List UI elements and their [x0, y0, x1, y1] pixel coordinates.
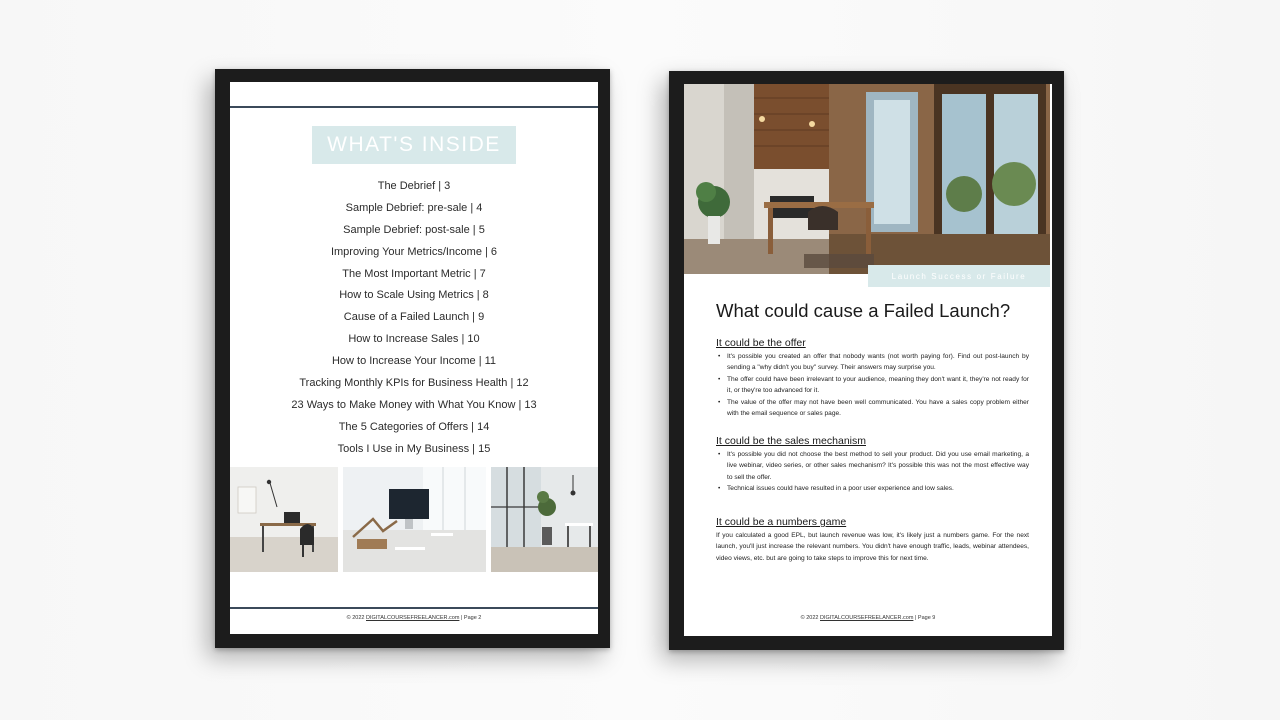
footer-page-number: | Page 2: [460, 615, 482, 621]
footer-page-number: | Page 9: [914, 615, 936, 621]
toc-item: Improving Your Metrics/Income | 6: [330, 245, 498, 258]
section-banner: Launch Success or Failure: [868, 265, 1050, 287]
footer-website-link[interactable]: DIGITALCOURSEFREELANCER.com: [820, 615, 914, 621]
table-of-contents: [230, 176, 598, 461]
whats-inside-title: WHAT'S INSIDE: [312, 126, 516, 164]
section-heading-offer: It could be the offer: [716, 337, 806, 349]
office-photo-strip: [230, 467, 598, 572]
left-page-footer: [230, 615, 598, 621]
toc-item: How to Increase Sales | 10: [348, 333, 480, 346]
list-item: • The value of the offer may not have been well communicated. You have a sales copy problem either with the email sequence or sales page.: [716, 397, 1029, 420]
right-page-footer: [684, 615, 1052, 621]
footer-copyright: © 2022: [800, 615, 819, 621]
toc-item: The 5 Categories of Offers | 14: [338, 420, 490, 433]
list-item: • It's possible you did not choose the best method to sell your product. Did you use email marketing, a live webinar, video series, or other sales mechanism? It's possible this was not the most effective way to sell the offer.: [716, 449, 1029, 483]
page-title: What could cause a Failed Launch?: [716, 300, 1011, 321]
toc-item: Cause of a Failed Launch | 9: [343, 311, 485, 324]
footer-website-link[interactable]: DIGITALCOURSEFREELANCER.com: [366, 615, 460, 621]
toc-item: How to Increase Your Income | 11: [331, 355, 497, 368]
footer-copyright: © 2022: [346, 615, 365, 621]
toc-item: Sample Debrief: pre-sale | 4: [345, 201, 483, 214]
toc-item: 23 Ways to Make Money with What You Know | 13: [291, 398, 537, 411]
office-photo-imac: [343, 467, 486, 572]
list-item: • It's possible you created an offer that nobody wants (not worth paying for). Find out post-launch by sending a "why didn't you buy" survey. Their answers may surprise you.: [716, 351, 1029, 374]
toc-item: The Most Important Metric | 7: [342, 267, 486, 280]
toc-item: The Debrief | 3: [377, 180, 451, 192]
section-heading-numbers-game: It could be a numbers game: [716, 516, 847, 528]
top-divider: [230, 106, 598, 108]
sales-mechanism-bullet-list: [716, 449, 1029, 495]
home-office-hero-photo: [684, 84, 1050, 274]
toc-item: Sample Debrief: post-sale | 5: [343, 223, 485, 236]
left-document-page: [230, 82, 598, 634]
bottom-divider: [230, 607, 598, 609]
toc-item: Tracking Monthly KPIs for Business Health | 12: [299, 377, 529, 390]
list-item: • Technical issues could have resulted in a poor user experience and low sales.: [716, 483, 1029, 494]
office-photo-desk: [230, 467, 338, 572]
office-photo-window: [491, 467, 598, 572]
offer-bullet-list: [716, 351, 1029, 419]
toc-item: Tools I Use in My Business | 15: [337, 442, 491, 455]
list-item: • The offer could have been irrelevant to your audience, meaning they don't want it, they're not ready for it, or they're too advanced for it.: [716, 374, 1029, 397]
right-document-page: [684, 84, 1052, 636]
toc-item: How to Scale Using Metrics | 8: [339, 289, 489, 302]
left-poster-frame: [215, 69, 610, 648]
section-heading-sales-mechanism: It could be the sales mechanism: [716, 435, 866, 447]
right-poster-frame: [669, 71, 1064, 650]
numbers-game-paragraph: If you calculated a good EPL, but launch revenue was low, it's likely just a numbers game. For the next launch, you'll just increase the relevant numbers. You didn't have enough traffic, leads, webinar attendees, video views, etc. but are going to take steps to improve this for next time.: [716, 532, 1029, 562]
